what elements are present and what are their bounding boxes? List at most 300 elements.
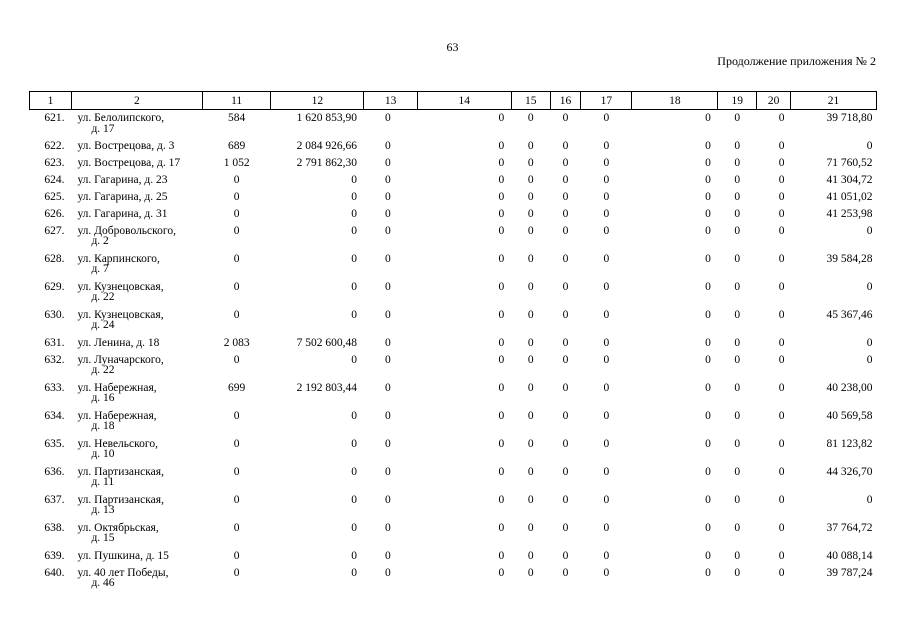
address-line: ул. Партизанская,	[77, 465, 164, 478]
value-cell-c14: 0	[498, 521, 505, 534]
value-cell-c19: 0	[734, 190, 741, 203]
value-cell-c19: 0	[734, 252, 741, 265]
value-cell-c12: 0	[351, 173, 357, 186]
address-line: ул. Белолипского,	[77, 112, 165, 124]
value-cell-c20: 0	[778, 566, 785, 579]
value-cell-c14: 0	[498, 224, 505, 237]
value-cell-c11: 0	[233, 353, 240, 366]
value-cell-c12: 7 502 600,48	[296, 336, 357, 349]
value-cell-c15: 0	[527, 156, 534, 169]
value-cell-c13: 0	[384, 207, 391, 220]
row-number: 638.	[44, 521, 65, 534]
address-house: д. 18	[91, 420, 115, 432]
value-cell-c13: 0	[384, 409, 391, 422]
value-cell-c18: 0	[705, 336, 711, 349]
table-row	[30, 565, 877, 593]
row-number: 640.	[44, 566, 65, 579]
row-number: 633.	[44, 381, 65, 394]
value-cell-c14: 0	[498, 549, 505, 562]
value-cell-c15: 0	[527, 465, 534, 478]
table-row	[30, 155, 877, 172]
value-cell-c11: 0	[233, 190, 240, 203]
value-cell-c17: 0	[603, 112, 610, 124]
value-cell-c18: 0	[705, 493, 711, 506]
table-row	[30, 206, 877, 223]
value-cell-c18: 0	[705, 173, 711, 186]
value-cell-c19: 0	[734, 493, 741, 506]
value-cell-c17: 0	[603, 190, 610, 203]
value-cell-c12: 2 192 803,44	[296, 381, 357, 394]
value-cell-c17: 0	[603, 353, 610, 366]
value-cell-c14: 0	[498, 308, 505, 321]
value-cell-c16: 0	[562, 381, 569, 394]
value-cell-c11: 0	[233, 224, 240, 237]
value-cell-c11: 699	[228, 381, 246, 394]
address-house: д. 13	[91, 504, 115, 516]
table-row	[30, 307, 877, 335]
row-number: 639.	[44, 549, 65, 562]
value-cell-c12: 2 791 862,30	[296, 156, 357, 169]
value-cell-c15: 0	[527, 409, 534, 422]
row-number: 637.	[44, 493, 65, 506]
appendix-note: Продолжение приложения № 2	[717, 54, 876, 68]
address-house: д. 16	[91, 392, 115, 404]
row-number: 630.	[44, 308, 65, 321]
row-number: 626.	[44, 207, 65, 220]
address-line: ул. Кузнецовская,	[77, 308, 164, 321]
value-cell-c15: 0	[527, 521, 534, 534]
address-cell	[71, 138, 202, 155]
row-number: 622.	[44, 139, 65, 152]
value-cell-c13: 0	[384, 139, 391, 152]
value-cell-c21: 45 367,46	[826, 308, 873, 321]
value-cell-c20: 0	[778, 252, 785, 265]
value-cell-c21: 44 326,70	[826, 465, 873, 478]
address-cell	[71, 223, 202, 251]
row-number: 634.	[44, 409, 65, 422]
row-number: 629.	[44, 280, 65, 293]
address-cell	[71, 436, 202, 464]
column-header: 20	[757, 92, 791, 110]
address-line: ул. Луначарского,	[77, 353, 164, 366]
value-cell-c17: 0	[603, 409, 610, 422]
value-cell-c11: 2 083	[223, 336, 250, 349]
row-number: 627.	[44, 224, 65, 237]
table-row	[30, 548, 877, 565]
value-cell-c17: 0	[603, 308, 610, 321]
column-header: 15	[511, 92, 550, 110]
value-cell-c19: 0	[734, 465, 741, 478]
value-cell-c17: 0	[603, 173, 610, 186]
address-cell	[71, 251, 202, 279]
value-cell-c14: 0	[498, 493, 505, 506]
address-line: ул. Гагарина, д. 23	[77, 173, 168, 186]
value-cell-c19: 0	[734, 156, 741, 169]
value-cell-c20: 0	[778, 190, 785, 203]
value-cell-c13: 0	[384, 224, 391, 237]
address-cell	[71, 307, 202, 335]
table-row	[30, 464, 877, 492]
value-cell-c19: 0	[734, 566, 741, 579]
value-cell-c18: 0	[705, 549, 711, 562]
table-row	[30, 251, 877, 279]
value-cell-c18: 0	[705, 224, 711, 237]
address-cell	[71, 155, 202, 172]
address-line: ул. 40 лет Победы,	[77, 566, 169, 579]
column-header: 19	[718, 92, 757, 110]
address-line: ул. Ленина, д. 18	[77, 336, 160, 349]
address-house: д. 22	[91, 364, 115, 376]
value-cell-c11: 0	[233, 493, 240, 506]
value-cell-c19: 0	[734, 353, 741, 366]
value-cell-c13: 0	[384, 437, 391, 450]
value-cell-c18: 0	[705, 409, 711, 422]
address-cell	[71, 380, 202, 408]
value-cell-c20: 0	[778, 353, 785, 366]
value-cell-c14: 0	[498, 437, 505, 450]
value-cell-c15: 0	[527, 190, 534, 203]
row-number: 635.	[44, 437, 65, 450]
value-cell-c15: 0	[527, 173, 534, 186]
value-cell-c15: 0	[527, 224, 534, 237]
value-cell-c17: 0	[603, 493, 610, 506]
value-cell-c19: 0	[734, 336, 741, 349]
value-cell-c19: 0	[734, 521, 741, 534]
value-cell-c15: 0	[527, 207, 534, 220]
row-number: 636.	[44, 465, 65, 478]
value-cell-c16: 0	[562, 336, 569, 349]
value-cell-c20: 0	[778, 493, 785, 506]
row-number: 631.	[44, 336, 65, 349]
address-line: ул. Гагарина, д. 25	[77, 190, 168, 203]
value-cell-c18: 0	[705, 308, 711, 321]
value-cell-c13: 0	[384, 308, 391, 321]
value-cell-c17: 0	[603, 224, 610, 237]
value-cell-c13: 0	[384, 252, 391, 265]
value-cell-c18: 0	[705, 252, 711, 265]
value-cell-c15: 0	[527, 139, 534, 152]
value-cell-c14: 0	[498, 173, 505, 186]
table-row	[30, 223, 877, 251]
value-cell-c21: 39 787,24	[826, 566, 873, 579]
value-cell-c21: 0	[866, 139, 873, 152]
value-cell-c21: 81 123,82	[826, 437, 873, 450]
value-cell-c15: 0	[527, 493, 534, 506]
value-cell-c13: 0	[384, 353, 391, 366]
value-cell-c11: 0	[233, 308, 240, 321]
value-cell-c16: 0	[562, 280, 569, 293]
value-cell-c11: 1 052	[223, 156, 250, 169]
value-cell-c11: 0	[233, 252, 240, 265]
address-house: д. 46	[91, 577, 115, 589]
table-row	[30, 436, 877, 464]
value-cell-c12: 0	[351, 549, 357, 562]
value-cell-c21: 0	[866, 353, 873, 366]
address-house: д. 24	[91, 319, 115, 331]
value-cell-c17: 0	[603, 156, 610, 169]
value-cell-c13: 0	[384, 336, 391, 349]
table-row	[30, 380, 877, 408]
address-line: ул. Карпинского,	[77, 252, 160, 265]
value-cell-c13: 0	[384, 566, 391, 579]
value-cell-c19: 0	[734, 173, 741, 186]
value-cell-c13: 0	[384, 173, 391, 186]
value-cell-c20: 0	[778, 280, 785, 293]
value-cell-c12: 0	[351, 521, 357, 534]
row-number: 625.	[44, 190, 65, 203]
value-cell-c14: 0	[498, 112, 505, 124]
value-cell-c16: 0	[562, 566, 569, 579]
value-cell-c20: 0	[778, 549, 785, 562]
table-row	[30, 352, 877, 380]
address-cell	[71, 520, 202, 548]
value-cell-c11: 0	[233, 521, 240, 534]
value-cell-c16: 0	[562, 493, 569, 506]
table-row	[30, 279, 877, 307]
row-number: 628.	[44, 252, 65, 265]
address-line: ул. Вострецова, д. 17	[77, 156, 181, 169]
address-cell	[71, 172, 202, 189]
value-cell-c12: 2 084 926,66	[296, 139, 357, 152]
value-cell-c13: 0	[384, 112, 391, 124]
value-cell-c14: 0	[498, 207, 505, 220]
value-cell-c18: 0	[705, 353, 711, 366]
value-cell-c16: 0	[562, 465, 569, 478]
value-cell-c17: 0	[603, 207, 610, 220]
address-line: ул. Вострецова, д. 3	[77, 139, 175, 152]
value-cell-c19: 0	[734, 207, 741, 220]
value-cell-c19: 0	[734, 224, 741, 237]
column-header: 13	[364, 92, 417, 110]
value-cell-c19: 0	[734, 308, 741, 321]
value-cell-c12: 0	[351, 224, 357, 237]
value-cell-c11: 0	[233, 207, 240, 220]
row-number: 623.	[44, 156, 65, 169]
value-cell-c16: 0	[562, 139, 569, 152]
value-cell-c12: 0	[351, 207, 357, 220]
value-cell-c21: 40 088,14	[826, 549, 873, 562]
value-cell-c15: 0	[527, 437, 534, 450]
column-header: 2	[71, 92, 202, 110]
value-cell-c17: 0	[603, 280, 610, 293]
address-line: ул. Набережная,	[77, 381, 157, 394]
value-cell-c13: 0	[384, 381, 391, 394]
value-cell-c21: 71 760,52	[826, 156, 873, 169]
address-line: ул. Добровольского,	[77, 224, 176, 237]
value-cell-c19: 0	[734, 139, 741, 152]
value-cell-c20: 0	[778, 224, 785, 237]
value-cell-c15: 0	[527, 381, 534, 394]
value-cell-c20: 0	[778, 336, 785, 349]
value-cell-c16: 0	[562, 308, 569, 321]
value-cell-c12: 0	[351, 566, 357, 579]
value-cell-c21: 41 051,02	[826, 190, 873, 203]
value-cell-c19: 0	[734, 549, 741, 562]
address-line: ул. Кузнецовская,	[77, 280, 164, 293]
table-row	[30, 335, 877, 352]
value-cell-c13: 0	[384, 156, 391, 169]
address-cell	[71, 206, 202, 223]
value-cell-c16: 0	[562, 437, 569, 450]
value-cell-c21: 40 569,58	[826, 409, 873, 422]
value-cell-c21: 37 764,72	[826, 521, 873, 534]
value-cell-c18: 0	[705, 112, 711, 124]
value-cell-c17: 0	[603, 566, 610, 579]
value-cell-c21: 39 718,80	[826, 112, 873, 124]
value-cell-c18: 0	[705, 280, 711, 293]
value-cell-c21: 40 238,00	[826, 381, 873, 394]
value-cell-c20: 0	[778, 156, 785, 169]
value-cell-c12: 0	[351, 280, 357, 293]
value-cell-c16: 0	[562, 112, 569, 124]
value-cell-c18: 0	[705, 139, 711, 152]
value-cell-c14: 0	[498, 465, 505, 478]
column-header: 11	[202, 92, 271, 110]
value-cell-c12: 0	[351, 493, 357, 506]
value-cell-c20: 0	[778, 381, 785, 394]
address-line: ул. Гагарина, д. 31	[77, 207, 168, 220]
value-cell-c20: 0	[778, 112, 785, 124]
value-cell-c11: 0	[233, 437, 240, 450]
value-cell-c20: 0	[778, 465, 785, 478]
value-cell-c11: 0	[233, 173, 240, 186]
table-row	[30, 492, 877, 520]
value-cell-c17: 0	[603, 549, 610, 562]
value-cell-c16: 0	[562, 190, 569, 203]
value-cell-c15: 0	[527, 566, 534, 579]
value-cell-c16: 0	[562, 521, 569, 534]
value-cell-c11: 584	[228, 112, 246, 124]
value-cell-c12: 0	[351, 252, 357, 265]
address-house: д. 10	[91, 448, 115, 460]
value-cell-c14: 0	[498, 280, 505, 293]
value-cell-c21: 41 253,98	[826, 207, 873, 220]
value-cell-c13: 0	[384, 549, 391, 562]
data-table	[29, 91, 877, 593]
value-cell-c11: 0	[233, 280, 240, 293]
column-header: 12	[271, 92, 364, 110]
value-cell-c13: 0	[384, 521, 391, 534]
value-cell-c18: 0	[705, 381, 711, 394]
value-cell-c11: 0	[233, 409, 240, 422]
value-cell-c14: 0	[498, 156, 505, 169]
value-cell-c19: 0	[734, 280, 741, 293]
address-cell	[71, 352, 202, 380]
column-header: 18	[632, 92, 718, 110]
address-line: ул. Пушкина, д. 15	[77, 549, 169, 562]
value-cell-c11: 0	[233, 566, 240, 579]
address-line: ул. Партизанская,	[77, 493, 164, 506]
row-number: 621.	[44, 112, 65, 124]
value-cell-c15: 0	[527, 280, 534, 293]
value-cell-c17: 0	[603, 336, 610, 349]
value-cell-c13: 0	[384, 465, 391, 478]
value-cell-c12: 0	[351, 437, 357, 450]
value-cell-c15: 0	[527, 252, 534, 265]
address-cell	[71, 335, 202, 352]
value-cell-c13: 0	[384, 493, 391, 506]
value-cell-c14: 0	[498, 190, 505, 203]
value-cell-c21: 0	[866, 493, 873, 506]
column-header: 17	[581, 92, 632, 110]
value-cell-c19: 0	[734, 381, 741, 394]
value-cell-c11: 0	[233, 549, 240, 562]
value-cell-c18: 0	[705, 437, 711, 450]
value-cell-c18: 0	[705, 566, 711, 579]
value-cell-c16: 0	[562, 207, 569, 220]
value-cell-c13: 0	[384, 190, 391, 203]
value-cell-c17: 0	[603, 139, 610, 152]
value-cell-c14: 0	[498, 252, 505, 265]
value-cell-c19: 0	[734, 409, 741, 422]
table-row	[30, 189, 877, 206]
value-cell-c18: 0	[705, 156, 711, 169]
row-number: 632.	[44, 353, 65, 366]
value-cell-c18: 0	[705, 521, 711, 534]
value-cell-c14: 0	[498, 566, 505, 579]
value-cell-c21: 0	[866, 336, 873, 349]
row-number: 624.	[44, 173, 65, 186]
value-cell-c11: 0	[233, 465, 240, 478]
value-cell-c17: 0	[603, 252, 610, 265]
table-row	[30, 110, 877, 138]
value-cell-c21: 39 584,28	[826, 252, 873, 265]
column-header: 1	[30, 92, 72, 110]
value-cell-c16: 0	[562, 224, 569, 237]
value-cell-c11: 689	[228, 139, 246, 152]
table-row	[30, 408, 877, 436]
address-line: ул. Невельского,	[77, 437, 158, 450]
value-cell-c16: 0	[562, 409, 569, 422]
address-cell	[71, 408, 202, 436]
table-body	[30, 110, 877, 593]
value-cell-c14: 0	[498, 409, 505, 422]
value-cell-c20: 0	[778, 308, 785, 321]
address-cell	[71, 565, 202, 593]
value-cell-c20: 0	[778, 139, 785, 152]
value-cell-c14: 0	[498, 381, 505, 394]
value-cell-c12: 0	[351, 465, 357, 478]
value-cell-c18: 0	[705, 190, 711, 203]
value-cell-c17: 0	[603, 381, 610, 394]
address-house: д. 17	[91, 122, 115, 135]
address-house: д. 2	[91, 235, 109, 247]
value-cell-c19: 0	[734, 112, 741, 124]
value-cell-c17: 0	[603, 465, 610, 478]
value-cell-c15: 0	[527, 308, 534, 321]
address-cell	[71, 110, 202, 138]
address-house: д. 22	[91, 291, 115, 303]
value-cell-c20: 0	[778, 409, 785, 422]
value-cell-c17: 0	[603, 521, 610, 534]
value-cell-c14: 0	[498, 139, 505, 152]
value-cell-c12: 0	[351, 353, 357, 366]
table-row	[30, 172, 877, 189]
column-header: 14	[417, 92, 511, 110]
value-cell-c20: 0	[778, 521, 785, 534]
value-cell-c16: 0	[562, 173, 569, 186]
column-header: 21	[790, 92, 876, 110]
value-cell-c17: 0	[603, 437, 610, 450]
address-cell	[71, 279, 202, 307]
value-cell-c15: 0	[527, 336, 534, 349]
address-cell	[71, 548, 202, 565]
page-number: 63	[446, 40, 459, 54]
address-line: ул. Октябрьская,	[77, 521, 159, 534]
address-house: д. 11	[91, 476, 115, 488]
value-cell-c21: 41 304,72	[826, 173, 873, 186]
value-cell-c14: 0	[498, 353, 505, 366]
